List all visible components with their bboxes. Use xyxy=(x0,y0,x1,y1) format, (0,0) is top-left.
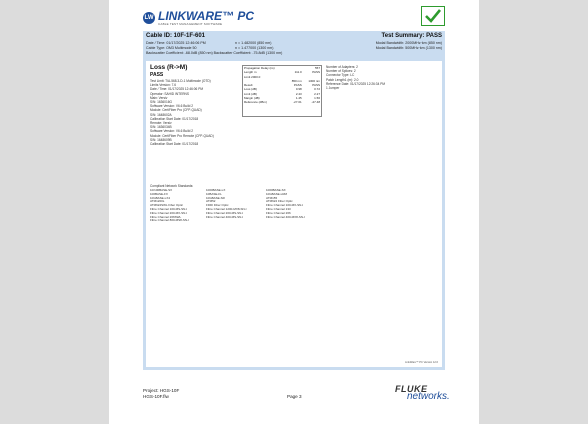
info-line: 1 Jumper xyxy=(326,86,340,91)
fluke-logo: FLUKE xyxy=(395,384,428,394)
table-cell: Margin (dB) xyxy=(244,96,260,101)
standard-item: Fibre Channel 266 xyxy=(266,210,291,215)
info-line: Number of Adapters: 2 xyxy=(326,65,358,69)
standard-item: ATM155 xyxy=(266,195,278,200)
standard-item: Fibre Channel 266SWL xyxy=(150,214,182,219)
standard-item: 1000BASE-LX xyxy=(206,188,226,192)
detail-line: Operator: SAHID INTERNS xyxy=(150,91,189,96)
table-cell: Reference (dBm) xyxy=(244,100,267,105)
standard-item: Fibre Channel 400-MS-SN-I xyxy=(206,214,244,219)
backscatter: Backscatter Coefficient: -68.0dB (850 nm) Backscatter Coefficient: -75.8dB (1300 nm) xyxy=(146,51,283,55)
table-cell: PASS xyxy=(293,83,302,88)
table-cell: Propagation Delay (ns) xyxy=(244,66,275,70)
standard-item: ATM622 Fiber Optic xyxy=(266,199,293,204)
table-cell: -27.48 xyxy=(311,100,320,105)
standard-item: Fibre Channel 400-MX8-SN-I xyxy=(266,214,305,219)
table-cell: 0.98 xyxy=(295,87,302,92)
table-cell: 2.27 xyxy=(314,91,320,96)
table-cell: Limit (dB) xyxy=(244,91,257,96)
standard-item: 10/100BASE-SX xyxy=(150,188,173,192)
standard-item: ATM1200L xyxy=(150,199,165,204)
info-line: Number of Splices: 2 xyxy=(326,69,356,74)
page-number: Page 3 xyxy=(287,394,302,399)
standard-item: Fibre Channel 800-MS8-SN-I xyxy=(150,218,189,223)
detail-line: S/N: 1636034B xyxy=(150,125,172,130)
standard-item: Fibre Channel 200-MX-SN-I xyxy=(150,210,188,215)
result-details xyxy=(150,79,214,146)
modal-850: Modal Bandwidth: 2000MHz·km (850 nm) xyxy=(375,41,442,45)
result-inner xyxy=(146,61,442,367)
app-logo-name: LINKWARE™ PC xyxy=(158,9,254,23)
standard-item: 10GBASE-LX4 xyxy=(150,195,171,200)
result-title: Loss (R->M) xyxy=(150,64,188,71)
detail-line: S/N: 1648609B xyxy=(150,137,172,142)
standards-title: Compliant Network Standards: xyxy=(150,184,194,188)
detail-line: Test Limit: TIA-568.3-D-1 Multimode (OTD) xyxy=(150,79,211,83)
n-850: n = 1.482000 (850 nm) xyxy=(235,41,272,45)
report-header xyxy=(143,31,445,59)
standard-item: ATM622SWL Fiber Optic xyxy=(150,203,184,208)
standard-item: 100BASE-FX xyxy=(150,191,168,196)
table-cell: Limit 2000.0 xyxy=(244,74,261,79)
detail-line: Limits Version: 7.6 xyxy=(150,83,177,88)
table-row xyxy=(243,100,321,104)
standard-item: Fibre Channel 133 xyxy=(266,207,291,211)
cable-type: Cable Type: OM3 Multimode 50 xyxy=(146,46,197,50)
standard-item: FDDI Fiber Optic xyxy=(206,203,229,208)
result-panel xyxy=(143,59,445,370)
n-1300: n = 1.477000 (1300 nm) xyxy=(235,46,274,50)
networks-logo: networks. xyxy=(407,391,450,402)
report-page xyxy=(109,0,479,424)
info-line: Reference Date: 01/17/2025 12:26:34 PM xyxy=(326,81,386,86)
table-cell: 1300 nm xyxy=(308,78,320,83)
detail-line: S/N: 1636016G xyxy=(150,100,172,105)
info-line: Patch Length1 (m): 2.0 xyxy=(326,77,359,82)
detail-line: Remote: Versiv xyxy=(150,121,172,126)
linkware-logo-icon: LW xyxy=(143,12,155,24)
measurement-table xyxy=(242,65,322,117)
standard-item: 1000BASE-SX xyxy=(266,188,286,192)
detail-line: Date / Time: 01/17/2025 12:46:06 PM xyxy=(150,87,203,92)
result-status: PASS xyxy=(150,72,164,78)
table-cell: 2.43 xyxy=(295,91,302,96)
file-name: HGS-10F.flw xyxy=(143,394,169,399)
date-time: Date / Time: 01/17/2025 12:46:06 PM xyxy=(146,41,206,45)
table-cell: Result xyxy=(244,83,253,88)
cable-id: Cable ID: 10F-1F-601 xyxy=(146,33,206,39)
table-cell: PASS xyxy=(312,83,320,88)
info-line: Connector Type: LC xyxy=(326,73,355,78)
detail-line: Software Version: V6.6 Build 2 xyxy=(150,104,194,109)
software-version: LinkWare™ PC Version 12.6 xyxy=(405,361,438,364)
table-cell: PASS xyxy=(312,70,320,75)
test-summary: Test Summary: PASS xyxy=(381,33,442,39)
table-cell: Loss (dB) xyxy=(244,87,257,92)
standard-item: Fibre Channel 200-MS-SN-I xyxy=(206,210,244,215)
app-logo-subtitle: CABLE TEST MANAGEMENT SOFTWARE xyxy=(158,22,223,26)
table-cell: 850 nm xyxy=(291,78,302,83)
standard-item: ATM52 xyxy=(206,199,216,204)
table-cell: 111.0 xyxy=(294,70,302,75)
detail-line: Main: Versiv xyxy=(150,95,168,100)
pass-check-icon xyxy=(421,6,445,26)
detail-line: S/N: 1648602A xyxy=(150,112,172,117)
project-name: Project: HGS-10F xyxy=(143,388,180,393)
detail-line: Module: CertiFiber Pro Remote (CFP-QUAD) xyxy=(150,133,214,138)
detail-line: Calibration Start Date: 01/17/2018 xyxy=(150,142,199,147)
table-cell: -27.01 xyxy=(293,100,302,105)
modal-1300: Modal Bandwidth: 500MHz·km (1300 nm) xyxy=(375,46,442,50)
table-cell: Length m xyxy=(244,70,257,75)
detail-line: Calibration Start Date: 01/17/2018 xyxy=(150,116,199,121)
standard-item: 10GBASE-SR xyxy=(206,195,225,200)
table-cell: 1.56 xyxy=(314,96,320,101)
standard-item: 10GBASE-LRM xyxy=(266,191,288,196)
connection-info xyxy=(326,65,385,90)
standard-item: Fibre Channel 100-MX-SN-I xyxy=(266,203,304,208)
table-cell: 0.72 xyxy=(314,87,320,92)
standard-item: Fibre Channel 100-MS-SN-I xyxy=(150,207,188,211)
standard-item: Fibre Channel 1200-MX8-SN-I xyxy=(206,207,247,211)
table-cell: 557 xyxy=(314,66,320,70)
standard-item: 10BASE-FL xyxy=(206,191,222,196)
detail-line: Software Version: V6.6 Build 2 xyxy=(150,129,194,134)
detail-line: Module: CertiFiber Pro (CFP-QUAD) xyxy=(150,108,202,113)
table-cell: 1.45 xyxy=(295,96,302,101)
